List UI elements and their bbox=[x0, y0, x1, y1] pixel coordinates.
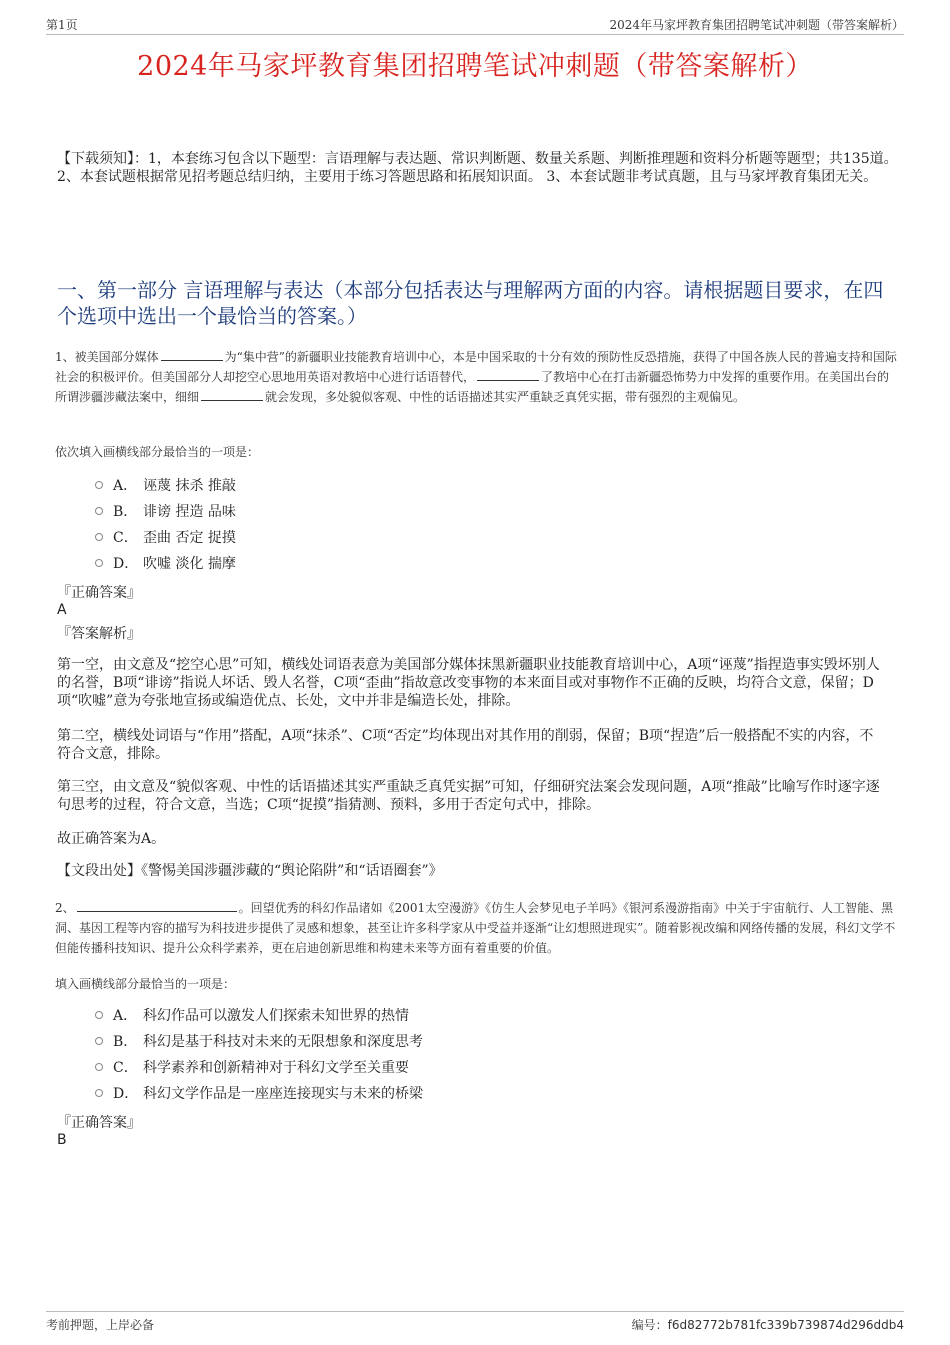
document-title: 2024年马家坪教育集团招聘笔试冲刺题（带答案解析） bbox=[137, 51, 813, 82]
option-letter: A． bbox=[113, 478, 138, 494]
question-1-prompt: 依次填入画横线部分最恰当的一项是： bbox=[55, 445, 260, 459]
analysis-paragraph: 第一空，由文意及“挖空心思”可知，横线处词语表意为美国部分媒体抹黑新疆职业技能教育培训中心，A项“诬蔑”指捏造事实毁坏别人的名誉，B项“诽谤”指说人坏话、毁人名誉，C项“歪曲”指故意改变事物的本来面目或对事物作不正确的反映，均符合文意，保留；D项“吹嘘”意为夸张地宣扬或编造优点、长处，文中并非是编造长处，排除。 bbox=[57, 657, 880, 709]
radio-icon[interactable] bbox=[95, 1063, 103, 1071]
option-letter: B． bbox=[113, 504, 138, 520]
page-footer bbox=[46, 1311, 904, 1334]
option-letter: D． bbox=[113, 556, 139, 572]
option-c[interactable] bbox=[95, 1057, 409, 1079]
q1-text-part: 就会发现，多处貌似客观、中性的话语描述其实严重缺乏真凭实据，带有强烈的主观偏见。 bbox=[265, 390, 746, 404]
option-b[interactable] bbox=[95, 1031, 423, 1053]
radio-icon[interactable] bbox=[95, 533, 103, 541]
answer-label: 『正确答案』 bbox=[57, 585, 141, 601]
blank-line bbox=[477, 367, 539, 381]
option-text: 歪曲 否定 捉摸 bbox=[143, 530, 236, 546]
option-text: 诽谤 捏造 品味 bbox=[143, 504, 236, 520]
option-d[interactable] bbox=[95, 1083, 423, 1105]
question-1-text bbox=[55, 347, 900, 407]
page-number: 第1页 bbox=[46, 18, 78, 32]
code-label: 编号： bbox=[631, 1318, 668, 1332]
q1-text-part: 为“集中营”的新疆职业技能教育培训中心，本是中国采取的十分有效的预防性反恐措施，获得了中国各族人民的普遍支持和国际社会的积极评价。但美国部分人却挖空心思地用英语对教培中心进行话语替代， bbox=[55, 350, 897, 384]
option-d[interactable] bbox=[95, 553, 236, 575]
option-text: 科幻是基于科技对未来的无限想象和深度思考 bbox=[143, 1034, 423, 1050]
analysis-paragraph: 第二空，横线处词语与“作用”搭配，A项“抹杀”、C项“否定”均体现出对其作用的削弱，保留；B项“捏造”后一般搭配不实的内容，不符合文意，排除。 bbox=[57, 728, 874, 762]
blank-line bbox=[77, 898, 237, 912]
analysis-paragraph: 第三空，由文意及“貌似客观、中性的话语描述其实严重缺乏真凭实据”可知，仔细研究法案会发现问题，A项“推敲”比喻写作时逐字逐句思考的过程，符合文意，当选；C项“捉摸”指猜测、预料，多用于否定句式中，排除。 bbox=[57, 779, 880, 813]
code-value: f6d82772b781fc339b739874d296ddb4 bbox=[667, 1318, 904, 1332]
radio-icon[interactable] bbox=[95, 559, 103, 567]
option-text: 科幻文学作品是一座座连接现实与未来的桥梁 bbox=[143, 1086, 423, 1102]
option-a[interactable] bbox=[95, 1005, 409, 1027]
source-citation: 【文段出处】《警惕美国涉疆涉藏的“舆论陷阱”和“话语圈套”》 bbox=[57, 863, 443, 879]
option-text: 诬蔑 抹杀 推敲 bbox=[143, 478, 236, 494]
answer-value: A bbox=[57, 602, 67, 618]
answer-label: 『正确答案』 bbox=[57, 1115, 141, 1131]
option-letter: D． bbox=[113, 1086, 139, 1102]
option-letter: C． bbox=[113, 1060, 138, 1076]
radio-icon[interactable] bbox=[95, 1089, 103, 1097]
q1-text-part: 了教培中心在打击新疆恐怖势力中发挥的重要作用。在美国出台的所谓涉疆涉藏法案中，细细 bbox=[55, 370, 890, 404]
blank-line bbox=[161, 347, 223, 361]
question-2-text bbox=[55, 898, 900, 958]
option-a[interactable] bbox=[95, 475, 236, 497]
radio-icon[interactable] bbox=[95, 481, 103, 489]
document-code bbox=[632, 1316, 904, 1333]
analysis-conclusion: 故正确答案为A。 bbox=[57, 831, 166, 847]
option-letter: B． bbox=[113, 1034, 138, 1050]
blank-line bbox=[201, 387, 263, 401]
page-header bbox=[46, 14, 904, 35]
section-heading: 一、第一部分 言语理解与表达（本部分包括表达与理解两方面的内容。请根据题目要求，在四个选项中选出一个最恰当的答案。） bbox=[57, 278, 884, 328]
footer-slogan: 考前押题，上岸必备 bbox=[46, 1318, 155, 1332]
question-2-prompt: 填入画横线部分最恰当的一项是： bbox=[55, 977, 236, 991]
option-c[interactable] bbox=[95, 527, 236, 549]
download-notice: 【下载须知】：1，本套练习包含以下题型：言语理解与表达题、常识判断题、数量关系题、判断推理题和资料分析题等题型；共135道。 2、本套试题根据常见招考题总结归纳，主要用于练习答题思路和拓展知识面。 3、本套试题非考试真题，且与马家坪教育集团无关。 bbox=[57, 151, 898, 185]
option-letter: A． bbox=[113, 1008, 138, 1024]
option-text: 科学素养和创新精神对于科幻文学至关重要 bbox=[143, 1060, 409, 1076]
answer-value: B bbox=[57, 1132, 67, 1148]
radio-icon[interactable] bbox=[95, 1037, 103, 1045]
q2-text-part: 2、 bbox=[55, 901, 75, 915]
analysis-label: 『答案解析』 bbox=[57, 626, 141, 642]
radio-icon[interactable] bbox=[95, 1011, 103, 1019]
header-doc-title: 2024年马家坪教育集团招聘笔试冲刺题（带答案解析） bbox=[609, 18, 904, 32]
q2-text-part: 。回望优秀的科幻作品诸如《2001太空漫游》《仿生人会梦见电子羊吗》《银河系漫游指南》中关于宇宙航行、人工智能、黑洞、基因工程等内容的描写为科技进步提供了灵感和想象，甚至让许多科学家从中受益并逐渐“让幻想照进现实”。随着影视改编和网络传播的发展，科幻文学不但能传播科技知识、提升公众科学素养，更在启迪创新思维和构建未来等方面有着重要的价值。 bbox=[55, 901, 896, 955]
option-letter: C． bbox=[113, 530, 138, 546]
option-text: 科幻作品可以激发人们探索未知世界的热情 bbox=[143, 1008, 409, 1024]
q1-text-part: 1、被美国部分媒体 bbox=[55, 350, 159, 364]
option-text: 吹嘘 淡化 揣摩 bbox=[143, 556, 236, 572]
option-b[interactable] bbox=[95, 501, 236, 523]
radio-icon[interactable] bbox=[95, 507, 103, 515]
